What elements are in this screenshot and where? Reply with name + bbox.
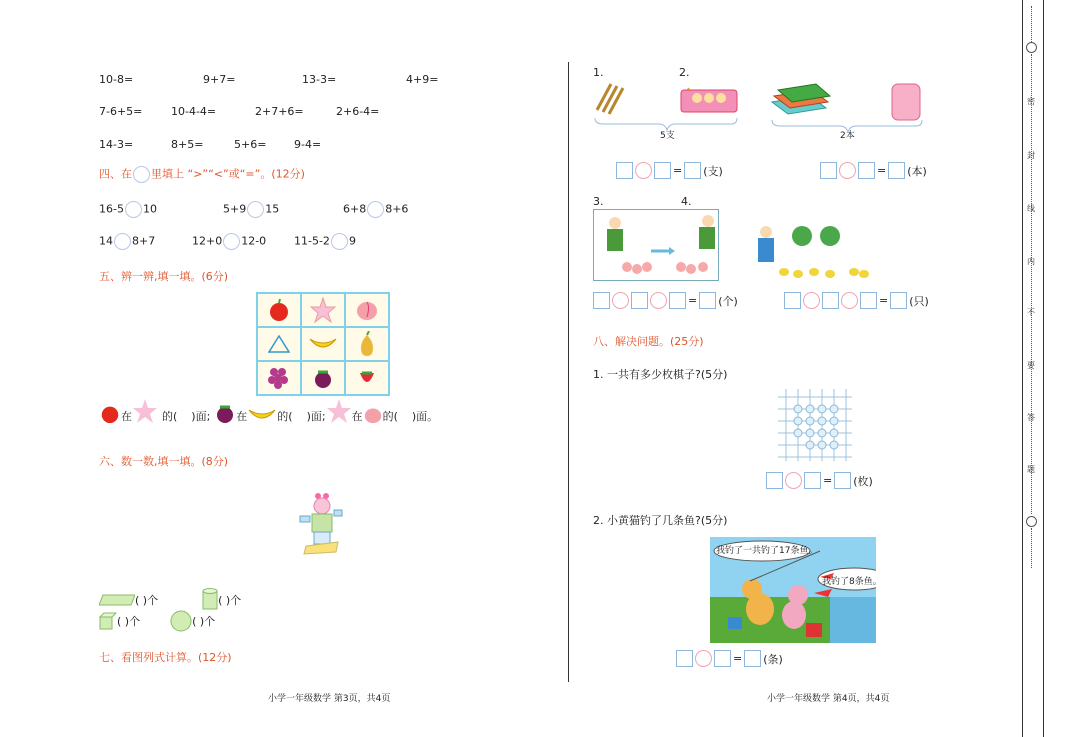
banana-icon	[301, 327, 345, 361]
text-de: 的(	[277, 410, 293, 423]
cuboid-icon	[99, 593, 135, 607]
binding-char: 答	[1027, 413, 1035, 422]
binding-char: 题	[1027, 465, 1035, 474]
answer-box[interactable]	[669, 292, 686, 309]
operator-circle[interactable]	[803, 292, 820, 309]
compare-right: 9	[348, 234, 356, 248]
answer-box[interactable]	[858, 162, 875, 179]
q1-equation[interactable]	[616, 162, 723, 179]
arith-3-3: 5+6=	[234, 138, 267, 151]
q3-number: 3.	[593, 195, 604, 208]
arith-2-2: 10-4-4=	[171, 105, 217, 118]
unit-label: (支)	[703, 164, 723, 178]
compare-1-3[interactable]	[343, 201, 408, 218]
compare-left: 16-5	[99, 202, 124, 216]
compare-right: 10	[142, 202, 157, 216]
binding-char: 要	[1027, 361, 1035, 370]
compare-left: 6+8	[343, 202, 367, 216]
operator-circle[interactable]	[839, 162, 856, 179]
arith-2-4: 2+6-4=	[336, 105, 380, 118]
dotted-line	[1031, 528, 1032, 568]
cylinder-icon	[202, 588, 218, 612]
operator-circle[interactable]	[650, 292, 667, 309]
fruit-grid	[256, 292, 390, 396]
q2-equation[interactable]	[820, 162, 927, 179]
answer-box[interactable]	[860, 292, 877, 309]
footer-page-3: 小学一年级数学 第3页，共4页	[268, 694, 391, 704]
unit-label: (只)	[909, 294, 929, 308]
answer-box[interactable]	[834, 472, 851, 489]
problem-1-text: 1. 一共有多少枚棋子?(5分)	[593, 368, 728, 381]
answer-box[interactable]	[784, 292, 801, 309]
binding-char: 密	[1027, 97, 1035, 106]
answer-box[interactable]	[631, 292, 648, 309]
count-blank[interactable]: ( )个	[192, 615, 216, 628]
answer-box[interactable]	[699, 292, 716, 309]
text-mian: )面;	[191, 410, 211, 423]
compare-left: 14	[99, 234, 113, 248]
answer-box[interactable]	[654, 162, 671, 179]
q4-number: 4.	[681, 195, 692, 208]
equals-sign: =	[877, 164, 887, 177]
unit-label: (个)	[718, 294, 738, 308]
unit-label: (条)	[763, 652, 783, 666]
grapes-icon	[257, 361, 301, 395]
count-blank[interactable]: ( )个	[117, 615, 141, 628]
text-zai: 在	[121, 410, 132, 423]
binding-char: 线	[1027, 204, 1035, 213]
peach-icon	[363, 406, 383, 424]
compare-right: 8+6	[385, 202, 409, 216]
problem-2-equation[interactable]	[676, 650, 783, 667]
speech-bubble-2: 我钓了8条鱼。	[822, 577, 882, 587]
equals-sign: =	[688, 294, 698, 307]
dotted-line	[1031, 54, 1032, 514]
answer-circle[interactable]	[247, 201, 264, 218]
pear-icon	[345, 327, 389, 361]
compare-right: 15	[265, 202, 280, 216]
answer-box[interactable]	[593, 292, 610, 309]
mangosteen-icon	[214, 402, 236, 424]
arith-1-4: 4+9=	[406, 73, 439, 86]
compare-left: 5+9	[223, 202, 247, 216]
answer-circle[interactable]	[114, 233, 131, 250]
answer-box[interactable]	[616, 162, 633, 179]
answer-circle[interactable]	[331, 233, 348, 250]
arith-3-1: 14-3=	[99, 138, 134, 151]
equals-sign: =	[879, 294, 889, 307]
answer-box[interactable]	[766, 472, 783, 489]
compare-1-2[interactable]	[223, 201, 279, 218]
operator-circle[interactable]	[841, 292, 858, 309]
section-4-suffix: 里填上 “>”“<”或“=”。(12分)	[151, 167, 305, 181]
boy-peaches-picture	[593, 209, 719, 281]
text-mian: )面;	[306, 410, 326, 423]
cube-icon	[99, 612, 117, 630]
compare-2-2[interactable]	[192, 233, 266, 250]
star-icon	[301, 293, 345, 327]
arith-3-2: 8+5=	[171, 138, 204, 151]
text-zai: 在	[236, 410, 248, 423]
count-blank[interactable]: ( )个	[218, 594, 242, 607]
apple-icon	[257, 293, 301, 327]
q3-equation[interactable]	[593, 292, 738, 309]
answer-circle[interactable]	[125, 201, 142, 218]
compare-right: 12-0	[241, 234, 267, 248]
answer-box[interactable]	[890, 292, 907, 309]
operator-circle[interactable]	[695, 650, 712, 667]
compare-right: 8+7	[132, 234, 156, 248]
chess-pieces-grid	[778, 389, 852, 461]
answer-circle[interactable]	[223, 233, 240, 250]
answer-box[interactable]	[820, 162, 837, 179]
equals-sign: =	[673, 164, 683, 177]
answer-box[interactable]	[714, 650, 731, 667]
binding-hole	[1026, 516, 1037, 527]
boy-chicks-picture	[754, 222, 872, 282]
shape-count-row-2	[99, 610, 215, 632]
q1-brace-label: 5支	[660, 131, 675, 141]
shape-count-row-1	[99, 588, 241, 612]
binding-char: 内	[1027, 257, 1035, 266]
dotted-line	[1031, 6, 1032, 42]
answer-circle[interactable]	[367, 201, 384, 218]
compare-2-3[interactable]	[294, 233, 356, 250]
problem-1-equation[interactable]	[766, 472, 873, 489]
section-6-heading: 六、数一数,填一填。(8分)	[99, 455, 229, 468]
arith-2-1: 7-6+5=	[99, 105, 143, 118]
operator-circle[interactable]	[612, 292, 629, 309]
text-de: 的(	[162, 410, 178, 423]
mangosteen-icon	[301, 361, 345, 395]
unit-label: (本)	[907, 164, 927, 178]
section-5-sentence	[99, 398, 438, 424]
answer-box[interactable]	[744, 650, 761, 667]
compare-1-1[interactable]	[99, 201, 157, 218]
arith-2-3: 2+7+6=	[255, 105, 304, 118]
answer-box[interactable]	[676, 650, 693, 667]
section-4-heading	[99, 166, 305, 183]
answer-box[interactable]	[822, 292, 839, 309]
section-8-heading: 八、解决问题。(25分)	[593, 335, 704, 348]
binding-char: 不	[1027, 308, 1035, 317]
arith-1-1: 10-8=	[99, 73, 134, 86]
section-7-heading: 七、看图列式计算。(12分)	[99, 651, 232, 664]
q4-equation[interactable]	[784, 292, 929, 309]
operator-circle[interactable]	[635, 162, 652, 179]
arith-1-3: 13-3=	[302, 73, 337, 86]
unit-label: (枚)	[853, 474, 873, 488]
answer-box[interactable]	[804, 472, 821, 489]
binding-hole	[1026, 42, 1037, 53]
operator-circle[interactable]	[785, 472, 802, 489]
circle-icon	[133, 166, 150, 183]
footer-page-4: 小学一年级数学 第4页，共4页	[767, 694, 890, 704]
text-de: 的(	[382, 410, 398, 423]
robot-figure	[296, 492, 346, 560]
compare-left: 11-5-2	[294, 234, 330, 248]
triangle-icon	[257, 327, 301, 361]
apple-icon	[99, 402, 121, 424]
answer-box[interactable]	[888, 162, 905, 179]
strawberry-icon	[345, 361, 389, 395]
peach-icon	[345, 293, 389, 327]
banana-icon	[247, 406, 277, 424]
arith-1-2: 9+7=	[203, 73, 236, 86]
star-icon	[326, 398, 352, 424]
problem-2-text: 2. 小黄猫钓了几条鱼?(5分)	[593, 514, 728, 527]
equals-sign: =	[733, 652, 743, 665]
compare-2-1[interactable]	[99, 233, 155, 250]
star-icon	[132, 398, 158, 424]
q2-number: 2.	[679, 66, 690, 79]
count-blank[interactable]: ( )个	[135, 594, 159, 607]
section-4-prefix: 四、在	[99, 167, 132, 181]
answer-box[interactable]	[684, 162, 701, 179]
text-zai: 在	[351, 410, 363, 423]
sphere-icon	[170, 610, 192, 632]
page-divider	[568, 62, 569, 682]
q1-number: 1.	[593, 66, 604, 79]
arith-3-4: 9-4=	[294, 138, 322, 151]
text-mian: )面。	[411, 410, 439, 423]
speech-bubble-1: 我钓了一共钓了17条鱼。	[716, 546, 818, 556]
section-5-heading: 五、辨一辨,填一填。(6分)	[99, 270, 229, 283]
compare-left: 12+0	[192, 234, 223, 248]
equals-sign: =	[823, 474, 833, 487]
binding-char: 封	[1027, 151, 1035, 160]
q2-brace-label: 2本	[840, 131, 855, 141]
